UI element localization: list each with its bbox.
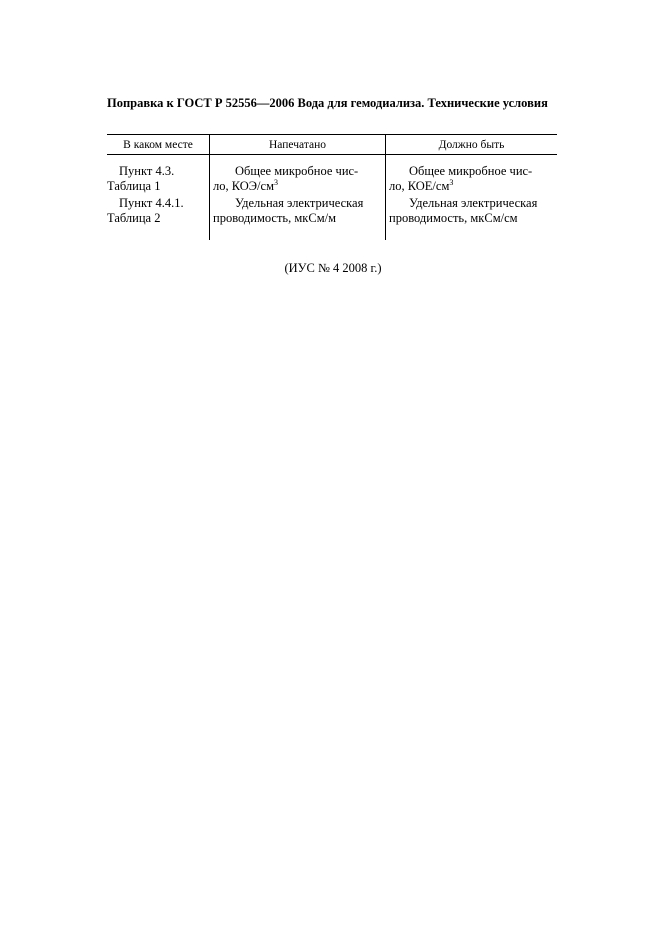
- row-2-printed-line1: Удельная электрическая: [235, 196, 364, 210]
- row-1-printed-line1: Общее микробное чис-: [235, 164, 359, 178]
- row-2-place-line1: Пункт 4.4.1.: [119, 196, 184, 210]
- row-1-correct-line1: Общее микробное чис-: [409, 164, 533, 178]
- table-row-1-printed: [213, 164, 383, 193]
- table-top-rule: [107, 134, 557, 135]
- row-2-place-line2: Таблица 2: [107, 210, 161, 225]
- row-1-correct-line2: ло, КОЕ/см: [389, 178, 450, 193]
- row-2-correct-line2: проводимость, мкСм/см: [389, 210, 518, 225]
- header-printed: Напечатано: [269, 139, 326, 151]
- table-row-2-correct: [389, 196, 557, 225]
- row-1-printed-line2: ло, КОЭ/см: [213, 178, 274, 193]
- table-row-1-correct: [389, 164, 557, 193]
- row-1-place-line1: Пункт 4.3.: [119, 164, 175, 178]
- source-reference: (ИУС № 4 2008 г.): [284, 261, 382, 275]
- header-place: В каком месте: [123, 139, 193, 151]
- header-correct: Должно быть: [438, 139, 505, 151]
- row-1-place-line2: Таблица 1: [107, 178, 161, 193]
- table-row-2-place: [107, 196, 207, 225]
- table-row-2-printed: [213, 196, 383, 225]
- row-1-correct-sup: 3: [449, 177, 454, 187]
- row-2-correct-line1: Удельная электрическая: [409, 196, 538, 210]
- document-title: Поправка к ГОСТ Р 52556—2006 Вода для гемодиализа. Технические условия: [107, 96, 548, 110]
- table-row-1-place: [107, 164, 207, 193]
- row-2-printed-line2: проводимость, мкСм/м: [213, 210, 336, 225]
- row-1-printed-sup: 3: [273, 177, 278, 187]
- table-header-rule: [107, 154, 557, 155]
